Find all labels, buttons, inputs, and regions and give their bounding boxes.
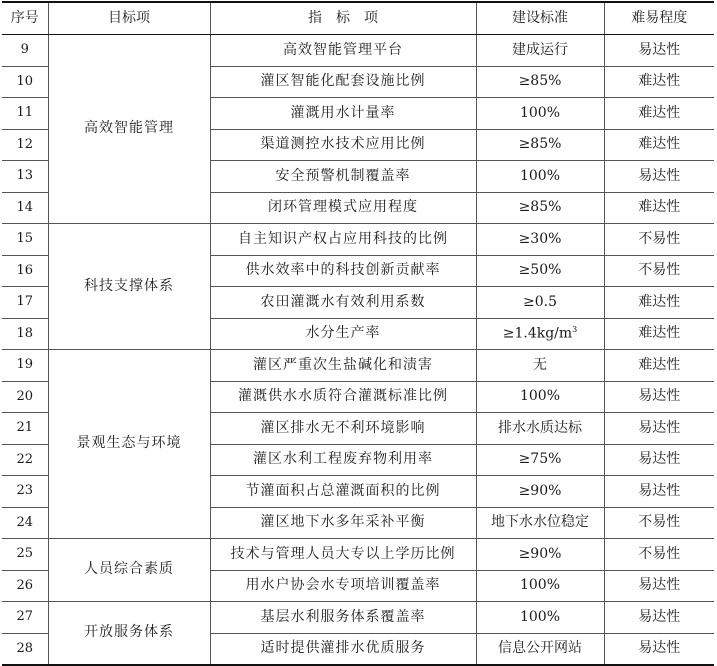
standard-value: 信息公开网站 xyxy=(498,640,582,657)
row-number: 20 xyxy=(2,381,48,413)
table-row xyxy=(2,602,714,634)
standard-value: 100% xyxy=(519,104,561,121)
difficulty-cell: 难达性 xyxy=(604,287,714,319)
difficulty-cell: 易达性 xyxy=(604,35,714,67)
header-cell-goal: 目标项 xyxy=(48,2,210,35)
row-number: 9 xyxy=(2,35,48,67)
indicator-cell: 水分生产率 xyxy=(210,318,476,350)
standard-cell xyxy=(476,476,604,508)
row-number: 17 xyxy=(2,287,48,319)
indicator-table xyxy=(2,1,714,666)
difficulty-cell: 难达性 xyxy=(604,318,714,350)
standard-value: 无 xyxy=(533,356,547,373)
indicator-cell: 渠道测控水技术应用比例 xyxy=(210,129,476,161)
row-number: 11 xyxy=(2,98,48,130)
difficulty-cell: 不易性 xyxy=(604,539,714,571)
standard-cell xyxy=(476,192,604,224)
goal-group-cell: 高效智能管理 xyxy=(48,35,210,224)
row-number: 10 xyxy=(2,66,48,98)
difficulty-cell: 不易性 xyxy=(604,507,714,539)
difficulty-cell: 难达性 xyxy=(604,129,714,161)
difficulty-cell: 易达性 xyxy=(604,633,714,665)
standard-value: 100% xyxy=(519,608,561,625)
difficulty-cell: 易达性 xyxy=(604,476,714,508)
indicator-cell: 灌溉用水计量率 xyxy=(210,98,476,130)
difficulty-cell: 难达性 xyxy=(604,350,714,382)
row-number: 24 xyxy=(2,507,48,539)
standard-cell xyxy=(476,224,604,256)
difficulty-cell: 易达性 xyxy=(604,381,714,413)
standard-value: ≥1.4kg/m xyxy=(502,325,573,342)
standard-value: 100% xyxy=(519,167,561,184)
indicator-cell: 灌区水利工程废弃物利用率 xyxy=(210,444,476,476)
standard-cell xyxy=(476,255,604,287)
difficulty-cell: 难达性 xyxy=(604,98,714,130)
goal-group-cell: 科技支撑体系 xyxy=(48,224,210,350)
standard-cell xyxy=(476,381,604,413)
indicator-cell: 自主知识产权占应用科技的比例 xyxy=(210,224,476,256)
standard-value: 地下水水位稳定 xyxy=(491,514,589,531)
standard-value: ≥90% xyxy=(518,545,562,562)
indicator-cell: 用水户协会水专项培训覆盖率 xyxy=(210,570,476,602)
standard-value: ≥85% xyxy=(518,73,562,90)
standard-cell xyxy=(476,129,604,161)
standard-value: ≥75% xyxy=(518,451,562,468)
indicator-cell: 闭环管理模式应用程度 xyxy=(210,192,476,224)
row-number: 14 xyxy=(2,192,48,224)
indicator-cell: 农田灌溉水有效利用系数 xyxy=(210,287,476,319)
standard-cell xyxy=(476,444,604,476)
standard-value: ≥30% xyxy=(518,230,562,247)
row-number: 22 xyxy=(2,444,48,476)
row-number: 13 xyxy=(2,161,48,193)
row-number: 16 xyxy=(2,255,48,287)
difficulty-cell: 易达性 xyxy=(604,161,714,193)
table-header xyxy=(2,2,714,35)
row-number: 21 xyxy=(2,413,48,445)
standard-value: ≥85% xyxy=(518,136,562,153)
standard-cell xyxy=(476,287,604,319)
standard-value: 100% xyxy=(519,388,561,405)
indicator-cell: 灌区排水无不利环境影响 xyxy=(210,413,476,445)
standard-cell xyxy=(476,98,604,130)
indicator-cell: 安全预警机制覆盖率 xyxy=(210,161,476,193)
standard-cell xyxy=(476,35,604,67)
goal-group-cell: 人员综合素质 xyxy=(48,539,210,602)
row-number: 25 xyxy=(2,539,48,571)
indicator-cell: 基层水利服务体系覆盖率 xyxy=(210,602,476,634)
indicator-cell: 灌区智能化配套设施比例 xyxy=(210,66,476,98)
header-row xyxy=(2,2,714,35)
row-number: 28 xyxy=(2,633,48,665)
indicator-cell: 供水效率中的科技创新贡献率 xyxy=(210,255,476,287)
difficulty-cell: 易达性 xyxy=(604,413,714,445)
header-cell-no: 序号 xyxy=(2,2,48,35)
standard-unit-superscript: 3 xyxy=(572,324,578,334)
standard-cell xyxy=(476,350,604,382)
table-row xyxy=(2,35,714,67)
indicator-cell: 灌溉供水水质符合灌溉标准比例 xyxy=(210,381,476,413)
standard-value: 100% xyxy=(519,577,561,594)
row-number: 26 xyxy=(2,570,48,602)
difficulty-cell: 易达性 xyxy=(604,444,714,476)
standard-value: ≥90% xyxy=(518,482,562,499)
indicator-cell: 节灌面积占总灌溉面积的比例 xyxy=(210,476,476,508)
indicator-cell: 适时提供灌排水优质服务 xyxy=(210,633,476,665)
difficulty-cell: 易达性 xyxy=(604,570,714,602)
difficulty-cell: 难达性 xyxy=(604,66,714,98)
difficulty-cell: 易达性 xyxy=(604,602,714,634)
difficulty-cell: 难达性 xyxy=(604,192,714,224)
standard-cell xyxy=(476,633,604,665)
row-number: 18 xyxy=(2,318,48,350)
standard-value: ≥0.5 xyxy=(523,293,557,310)
row-number: 15 xyxy=(2,224,48,256)
header-cell-indicator: 指 标 项 xyxy=(210,2,476,35)
standard-cell xyxy=(476,507,604,539)
standard-value: ≥85% xyxy=(518,199,562,216)
standard-value: ≥50% xyxy=(518,262,562,279)
table-row xyxy=(2,224,714,256)
indicator-cell: 技术与管理人员大专以上学历比例 xyxy=(210,539,476,571)
indicator-cell: 灌区严重次生盐碱化和渍害 xyxy=(210,350,476,382)
goal-group-cell: 开放服务体系 xyxy=(48,602,210,666)
table-row xyxy=(2,350,714,382)
header-cell-standard: 建设标准 xyxy=(476,2,604,35)
standard-cell xyxy=(476,161,604,193)
standard-cell xyxy=(476,570,604,602)
difficulty-cell: 不易性 xyxy=(604,255,714,287)
standard-cell xyxy=(476,318,604,350)
header-cell-difficulty: 难易程度 xyxy=(604,2,714,35)
standard-value: 建成运行 xyxy=(512,41,568,58)
indicator-cell: 高效智能管理平台 xyxy=(210,35,476,67)
table-body xyxy=(2,35,714,666)
table-row xyxy=(2,539,714,571)
goal-group-cell: 景观生态与环境 xyxy=(48,350,210,539)
standard-value: 排水水质达标 xyxy=(498,419,582,436)
standard-cell xyxy=(476,66,604,98)
difficulty-cell: 不易性 xyxy=(604,224,714,256)
standard-cell xyxy=(476,602,604,634)
row-number: 27 xyxy=(2,602,48,634)
row-number: 23 xyxy=(2,476,48,508)
row-number: 19 xyxy=(2,350,48,382)
row-number: 12 xyxy=(2,129,48,161)
indicator-cell: 灌区地下水多年采补平衡 xyxy=(210,507,476,539)
standard-cell xyxy=(476,413,604,445)
standard-cell xyxy=(476,539,604,571)
